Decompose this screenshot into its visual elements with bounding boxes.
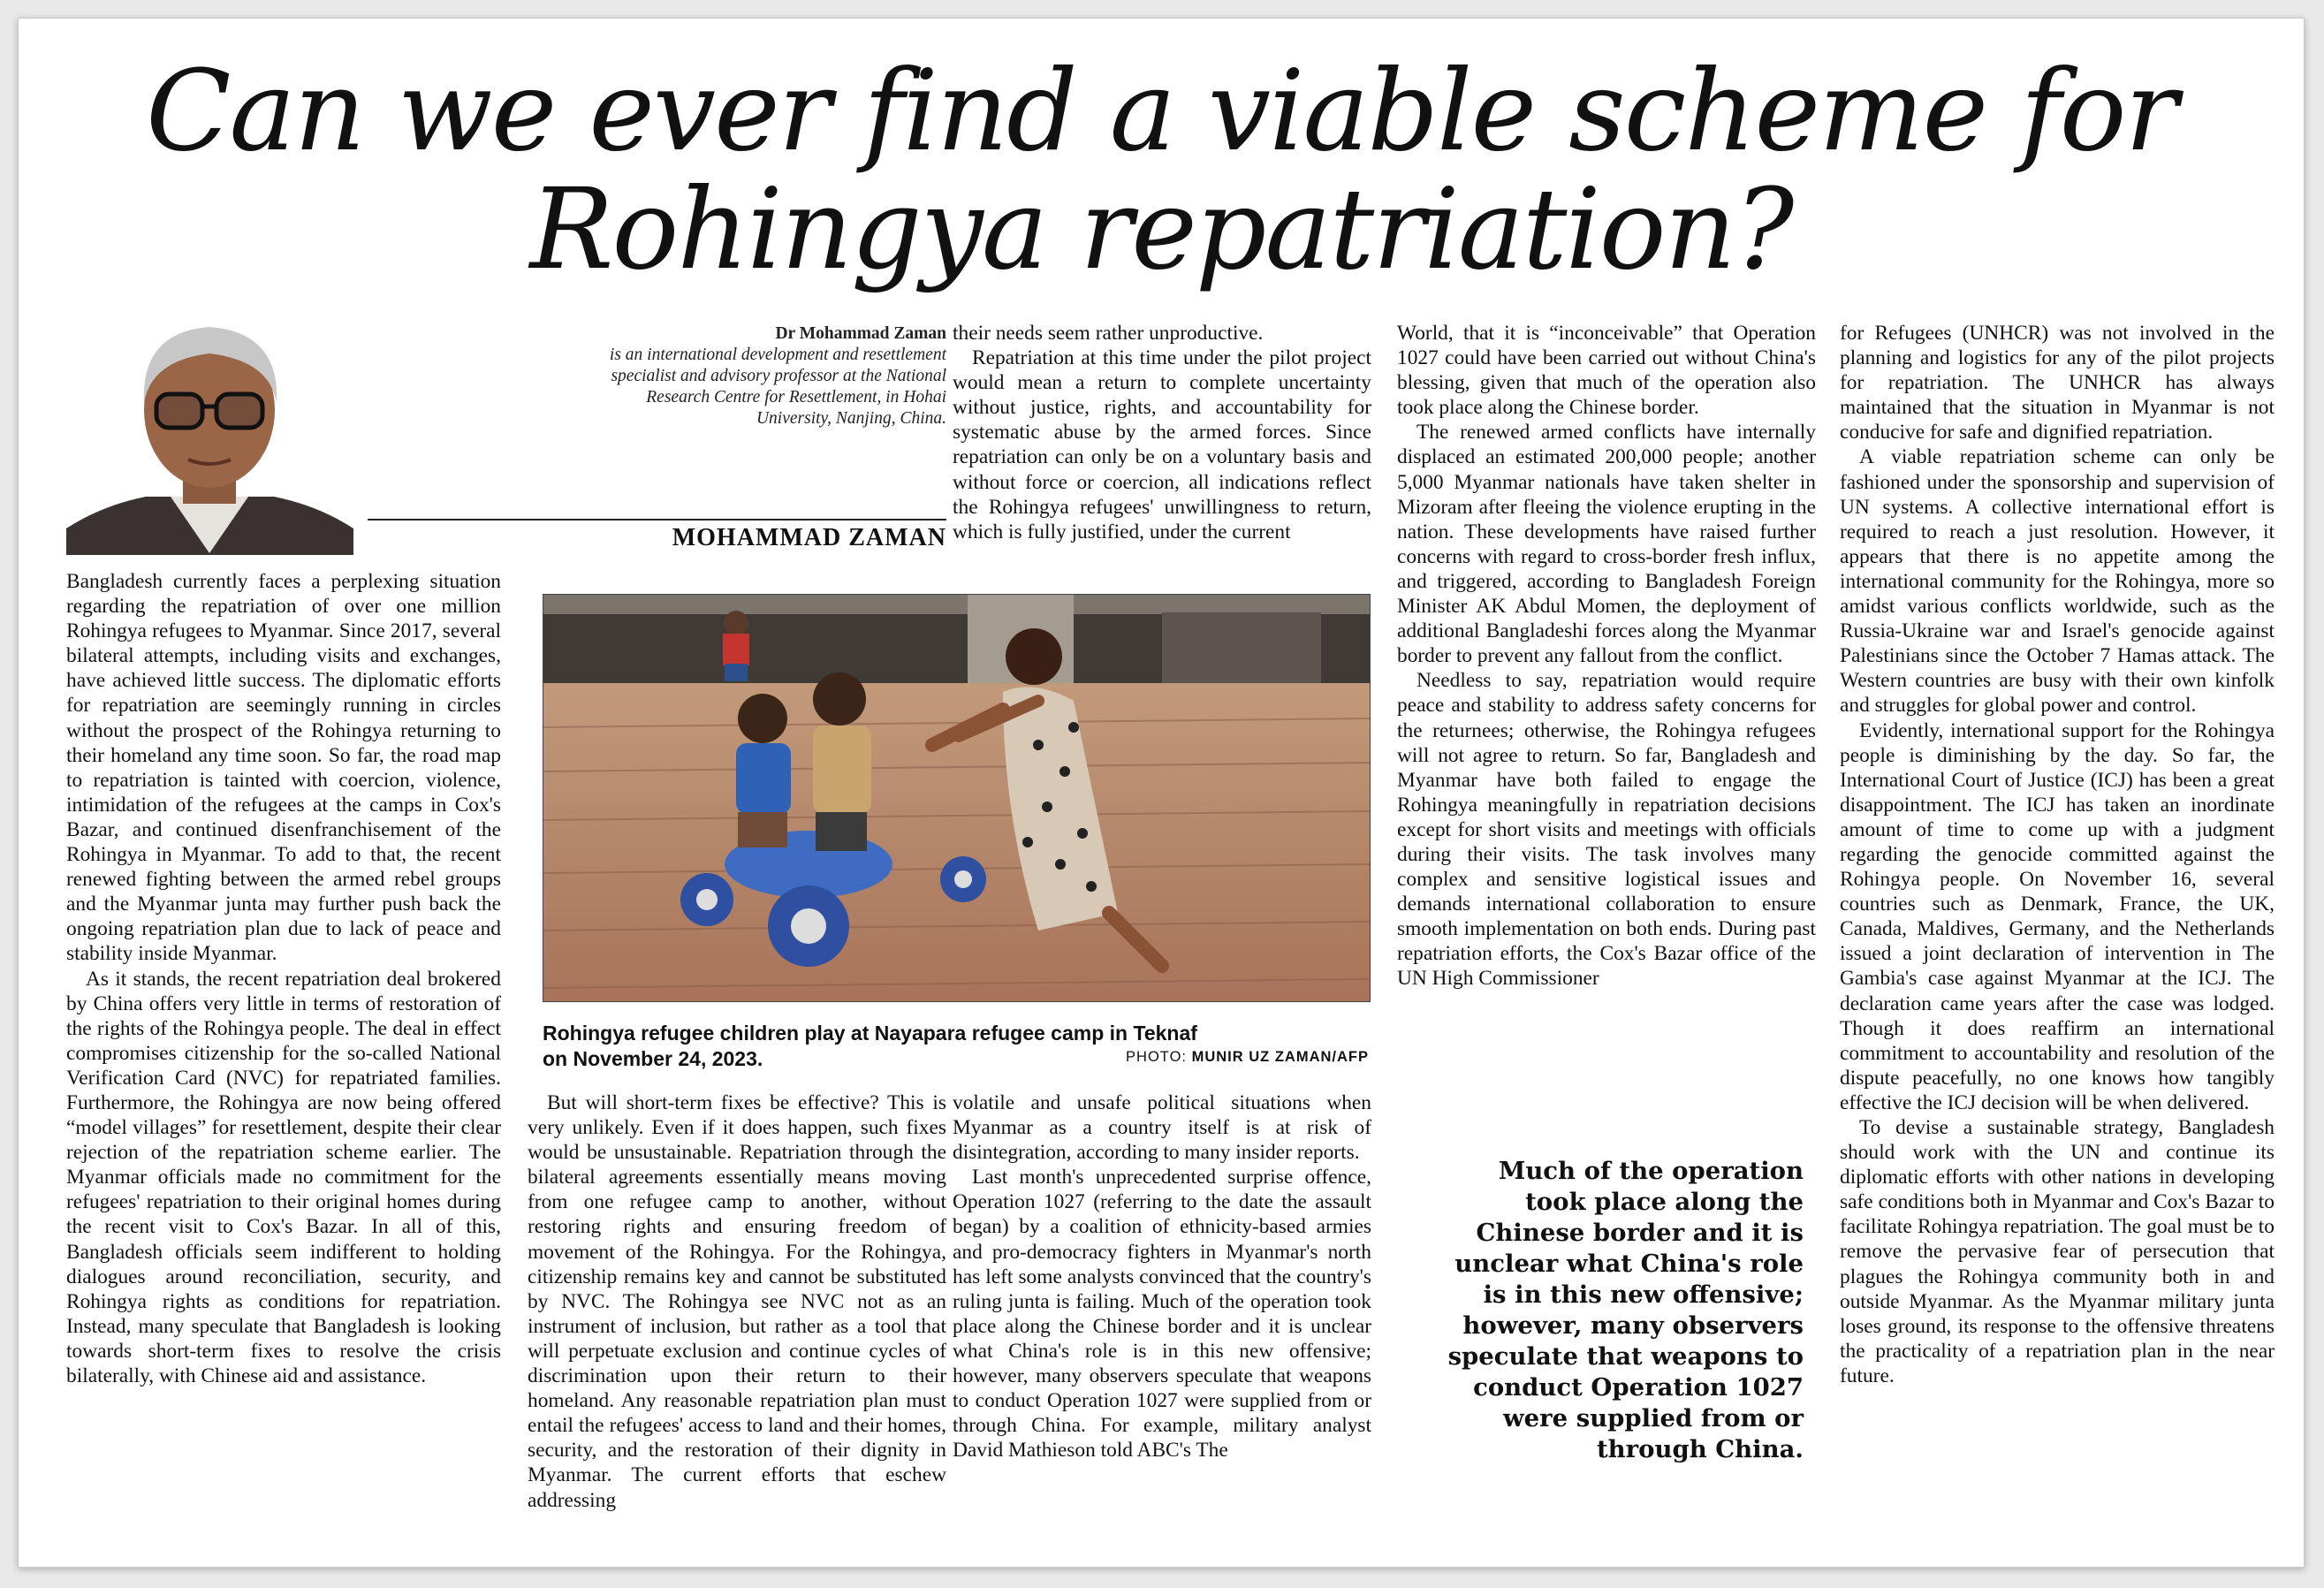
photo-credit-label: PHOTO:	[1126, 1049, 1187, 1065]
paragraph: To devise a sustainable strategy, Bangladesh should work with the UN and continue its diplomatic efforts with other nations in developing safe conditions both in Myanmar and Cox's Bazar to facilitate Rohingya repatriation. The goal must be to remove the pervasive fear of persecution that plagues the Rohingya community both in and outside Myanmar. As the Myanmar military junta loses ground, its response to the offensive threatens the practicality of a repatriation plan in the near future.	[1840, 1116, 2275, 1387]
photo-credit-name: MUNIR UZ ZAMAN/AFP	[1191, 1049, 1369, 1065]
paragraph: their needs seem rather unproductive.	[953, 322, 1264, 345]
headline: Can we ever find a viable scheme for Rohingya repatriation?	[146, 46, 2176, 294]
article-column-3-bottom	[953, 1090, 1371, 1463]
paragraph: Needless to say, repatriation would require peace and stability to address safety concerns for the returnees; otherwise, the Rohingya refugees will not agree to return. So far, Bangladesh and Myanmar have both failed to engage the Rohingya meaningfully in repatriation decisions except for short visits and meetings with officials during their visits. The task involves many complex and sensitive logistical issues and demands international collaboration to ensure smooth implementation on both ends. During past repatriation efforts, the Cox's Bazar office of the UN High Commissioner	[1397, 669, 1816, 991]
article-photo	[543, 594, 1371, 1002]
paragraph: Bangladesh currently faces a perplexing situation regarding the repatriation of over one million Rohingya refugees to Myanmar. Since 2017, several bilateral attempts, including visits and exchanges, have achieved little success. The diplomatic efforts for repatriation are seemingly running in circles without the prospect of the Rohingya returning to their homeland any time soon. So far, the road map to repatriation is tainted with coercion, violence, intimidation of the refugees at the camps in Cox's Bazar, and continued disenfranchisement of the Rohingya in Myanmar. To add to that, the recent renewed fighting between the armed rebel groups and the Myanmar junta may further push back the ongoing repatriation plan due to lack of peace and stability inside Myanmar.	[66, 570, 501, 966]
paragraph: As it stands, the recent repatriation deal brokered by China offers very little in terms of restoration of the rights of the Rohingya people. The deal in effect compromises citizenship for the so-called National Verification Card (NVC) for repatriated families. Furthermore, the Rohingya are now being offered “model villages” for resettlement, despite their clear rejection of the repatriation scheme earlier. The Myanmar officials made no commitment for the refugees' repatriation to their original homes during the recent visit to Cox's Bazar. In all of this, Bangladesh officials seem indifferent to holding dialogues around reconciliation, security, and Rohingya rights as conditions for repatriation. Instead, many speculate that Bangladesh is looking towards short-term fixes to resolve the crisis bilaterally, with Chinese aid and assistance.	[66, 967, 501, 1387]
article-column-4	[1397, 321, 1816, 992]
author-bio-text: is an international development and resettlement specialist and advisory professor at the National Research Centre for Resettlement, in Hohai University, Nanjing, China.	[609, 346, 946, 428]
paragraph: Last month's unprecedented surprise offence, Operation 1027 (referring to the date the assault began) by a coalition of ethnicity-based armies and pro-democracy fighters in Myanmar's north has left some analysts convinced that the country's ruling junta is failing. Much of the operation took place along the Chinese border and it is unclear what China's role is in this new offensive; however, many observers speculate that weapons to conduct Operation 1027 were supplied from or through China. For example, military analyst David Mathieson told ABC's The	[953, 1166, 1371, 1463]
paragraph: Evidently, international support for the Rohingya people is diminishing by the day. So far, the International Court of Justice (ICJ) has been a great disappointment. The ICJ has taken an inordinate amount of time to come up with a judgment regarding the genocide committed against the Rohingya people. On November 16, several countries such as Denmark, France, the UK, Canada, Maldives, Germany, and the Netherlands issued a joint declaration of intervention in The Gambia's case against Myanmar at the ICJ. The declaration came years after the case was lodged. Though it does reaffirm an international commitment to accountability and resolution of the dispute peacefully, no one knows how tangibly effective the ICJ decision will be when delivered.	[1840, 718, 2275, 1114]
author-portrait	[66, 297, 353, 555]
author-bio	[584, 323, 946, 429]
article-column-2	[528, 1090, 946, 1513]
author-name: Dr Mohammad Zaman	[775, 324, 946, 343]
paragraph: A viable repatriation scheme can only be fashioned under the sponsorship and supervision of UN systems. A collective international effort is required to reach a just resolution. However, it appears that there is no appetite among the international community for the Rohingya, more so amidst various conflicts worldwide, such as the Russia-Ukraine war and Israel's genocide against Palestinians since the October 7 Hamas attack. The Western countries are busy with their own kinfolk and struggles for global power and control.	[1840, 445, 2275, 718]
newspaper-page	[18, 18, 2305, 1568]
author-portrait-illustration	[66, 297, 353, 555]
paragraph: volatile and unsafe political situations when Myanmar as a country itself is at risk of disintegration, according to many insider reports.	[953, 1091, 1371, 1165]
article-column-5	[1840, 321, 2275, 1388]
paragraph: But will short-term fixes be effective? This is very unlikely. Even if it does happen, such fixes would be unsustainable. Repatriation through the bilateral agreements essentially means moving from one refugee camp to another, without restoring rights and ensuring freedom of movement of the Rohingya. For the Rohingya, citizenship remains key and cannot be substituted by NVC. The Rohingya see NVC not as an instrument of inclusion, but rather as a tool that will perpetuate exclusion and continue cycles of discrimination upon their return to their homeland. Any reasonable repatriation plan must entail the refugees' access to land and their homes, security, and the restoration of their dignity in Myanmar. The current efforts that eschew addressing	[528, 1091, 946, 1512]
article-column-1	[66, 569, 501, 1388]
photo-credit	[1126, 1045, 1369, 1070]
photo-caption-text: Rohingya refugee children play at Nayapara refugee camp in Teknaf on November 24, 2023.	[543, 1022, 1197, 1070]
byline-divider	[368, 519, 946, 520]
pull-quote: Much of the operation took place along the Chinese border and it is unclear what China's role is in this new offensive; however, many observers speculate that weapons to conduct Operation 1027 were supplied from or through China.	[1447, 1157, 1804, 1463]
paragraph: Repatriation at this time under the pilot project would mean a return to complete uncertainty without justice, rights, and accountability for systematic abuse by the armed forces. Since repatriation can only be on a voluntary basis and without force or coercion, all indications reflect the Rohingya refugees' unwillingness to return, which is fully justified, under the current	[953, 346, 1371, 543]
paragraph: for Refugees (UNHCR) was not involved in the planning and logistics for any of the pilot projects for repatriation. The UNHCR has always maintained that the situation in Myanmar is not conducive for safe and dignified repatriation.	[1840, 322, 2275, 444]
paragraph: The renewed armed conflicts have internally displaced an estimated 200,000 people; another 5,000 Myanmar nationals have taken shelter in Mizoram after fleeing the violence erupting in the nation. These developments have raised further concerns with regard to cross-border fresh influx, and triggered, according to Bangladesh Foreign Minister AK Abdul Momen, the deployment of additional Bangladeshi forces along the Myanmar border to prevent any fallout from the conflict.	[1397, 421, 1816, 668]
refugee-children-photo	[543, 595, 1370, 1001]
article-column-3-top	[953, 321, 1371, 544]
photo-caption	[543, 1021, 1369, 1072]
byline: MOHAMMAD ZAMAN	[672, 524, 946, 551]
paragraph: World, that it is “inconceivable” that Operation 1027 could have been carried out without China's blessing, given that much of the operation also took place along the Chinese border.	[1397, 322, 1816, 420]
